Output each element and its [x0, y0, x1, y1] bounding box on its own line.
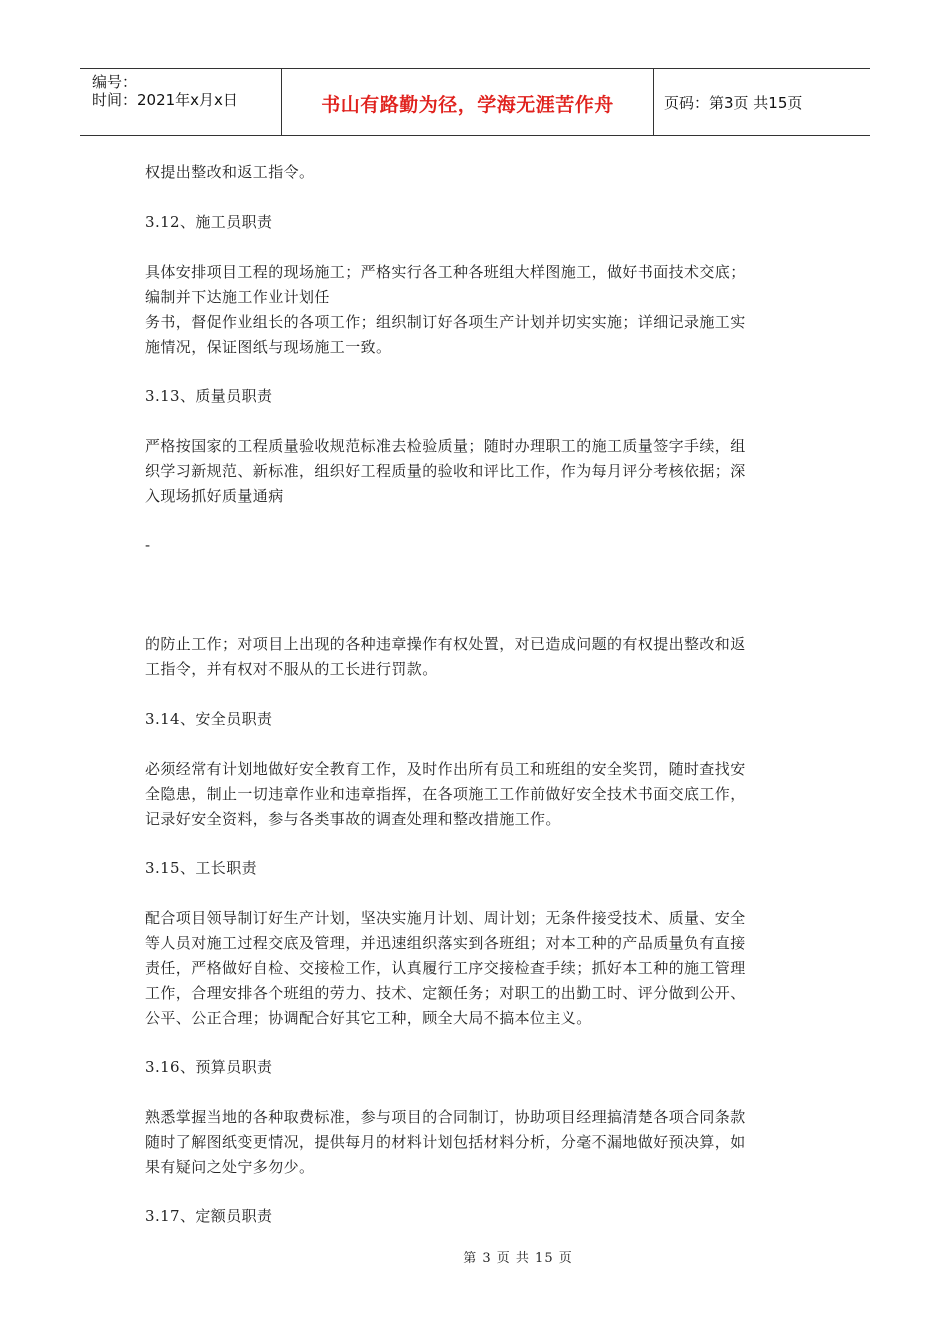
paragraph-3-13-continued [145, 632, 810, 682]
header-motto-cell [282, 69, 654, 135]
paragraph-3-12 [145, 260, 810, 360]
section-heading-3-16: 3.16、预算员职责 [145, 1058, 273, 1076]
text-line: 果有疑问之处宁多勿少。 [145, 1158, 315, 1176]
section-heading-3-17: 3.17、定额员职责 [145, 1207, 273, 1225]
section-heading-3-12: 3.12、施工员职责 [145, 213, 273, 231]
text-line: 工作，合理安排各个班组的劳力、技术、定额任务；对职工的出勤工时、评分做到公开、 [145, 984, 746, 1002]
text-line: 织学习新规范、新标准，组织好工程质量的验收和评比工作，作为每月评分考核依据；深 [145, 462, 746, 480]
text-line: 施情况，保证图纸与现场施工一致。 [145, 338, 392, 356]
text-line: 公平、公正合理；协调配合好其它工种，顾全大局不搞本位主义。 [145, 1009, 592, 1027]
text-line: 责任，严格做好自检、交接检工作，认真履行工序交接检查手续；抓好本工种的施工管理 [145, 959, 746, 977]
header-page-cell [654, 69, 870, 135]
paragraph-3-13 [145, 434, 810, 509]
text-line: 随时了解图纸变更情况，提供每月的材料计划包括材料分析，分毫不漏地做好预决算，如 [145, 1133, 746, 1151]
paragraph-3-16 [145, 1105, 810, 1180]
text-line: 记录好安全资料，参与各类事故的调查处理和整改措施工作。 [145, 810, 561, 828]
text-line: 必须经常有计划地做好安全教育工作，及时作出所有员工和班组的安全奖罚，随时查找安 [145, 760, 746, 778]
footer-page-number: 第 3 页 共 15 页 [463, 1251, 573, 1266]
page-footer [0, 1247, 950, 1266]
text-line: 全隐患，制止一切违章作业和违章指挥，在各项施工工作前做好安全技术书面交底工作， [145, 785, 746, 803]
document-date: 时间：2021年x月x日 [92, 91, 238, 109]
page-break-dash: - [145, 536, 151, 554]
text-line: 工指令，并有权对不服从的工长进行罚款。 [145, 660, 438, 678]
section-heading-3-13: 3.13、质量员职责 [145, 387, 273, 405]
text-line: 入现场抓好质量通病 [145, 487, 284, 505]
section-heading-3-14: 3.14、安全员职责 [145, 710, 273, 728]
text-line: 具体安排项目工程的现场施工；严格实行各工种各班组大样图施工，做好书面技术交底； [145, 263, 746, 281]
header-meta-cell [80, 69, 282, 135]
paragraph-continuation [145, 160, 810, 185]
text-line: 务书，督促作业组长的各项工作；组织制订好各项生产计划并切实实施；详细记录施工实 [145, 313, 746, 331]
paragraph-3-15 [145, 906, 810, 1031]
text-line: 编制并下达施工作业计划任 [145, 288, 330, 306]
section-heading-3-15: 3.15、工长职责 [145, 859, 257, 877]
header-page-info: 页码：第3页 共15页 [664, 93, 803, 112]
paragraph-3-14 [145, 757, 810, 832]
text-line: 熟悉掌握当地的各种取费标准，参与项目的合同制订，协助项目经理搞清楚各项合同条款 [145, 1108, 746, 1126]
text-line: 严格按国家的工程质量验收规范标准去检验质量；随时办理职工的施工质量签字手续，组 [145, 437, 746, 455]
document-header [80, 68, 870, 136]
document-number-label: 编号： [92, 73, 138, 91]
text-line: 的防止工作；对项目上出现的各种违章操作有权处置，对已造成问题的有权提出整改和返 [145, 635, 746, 653]
text-line: 等人员对施工过程交底及管理，并迅速组织落实到各班组；对本工种的产品质量负有直接 [145, 934, 746, 952]
header-motto: 书山有路勤为径，学海无涯苦作舟 [321, 93, 614, 116]
text-line: 权提出整改和返工指令。 [145, 163, 315, 181]
text-line: 配合项目领导制订好生产计划，坚决实施月计划、周计划；无条件接受技术、质量、安全 [145, 909, 746, 927]
